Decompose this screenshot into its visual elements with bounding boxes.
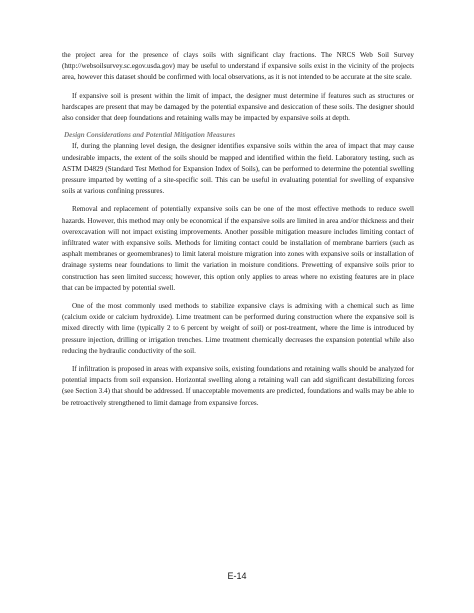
document-body: [62, 50, 414, 409]
paragraph-planning-design: If, during the planning level design, the designer identifies expansive soils within the area of impact that may cause undesirable impacts, the extent of the soils should be mapped and identified within the field. Laboratory testing, such as ASTM D4829 (Standard Test Method for Expansion Index of Soils), can be performed to determine the potential swelling pressure imparted by wetting of a site-specific soil. This can be useful in evaluating potential for swelling of expansive soils at various confining pressures.: [62, 142, 414, 196]
paragraph-continuation: the project area for the presence of clays soils with significant clay fractions. The NRCS Web Soil Survey (http://websoilsurvey.sc.egov.usda.gov) may be useful to understand if expansive soils exist in the vicinity of the projects area, however this dataset should be confirmed with local observations, as it is not intended to be accurate at the site scale.: [62, 51, 414, 82]
section-heading: Design Considerations and Potential Mitigation Measures: [64, 131, 236, 140]
paragraph-expansive-soil-limit: If expansive soil is present within the limit of impact, the designer must determine if features such as structures or hardscapes are present that may be damaged by the potential expansive and desiccation of these soils. The designer should also consider that deep foundations and retaining walls may be impacted by expansive soils at depth.: [62, 91, 414, 123]
page-number: E-14: [227, 571, 247, 581]
paragraph-removal-replacement: Removal and replacement of potentially expansive soils can be one of the most effective methods to reduce swell hazards. However, this method may only be economical if the expansive soils are limited in area and/or thickness and their overexcavation will not impact existing improvements. Another possible mitigation measure includes limiting contact of infiltrated water with expansive soils. Methods for limiting contact could be installation of membrane barriers (such as asphalt membranes or geomembranes) to limit lateral moisture migration into zones with expansive soils or installation of drainage systems near foundations to limit the variation in moisture conditions. Prewetting of expansive soils prior to construction has seen limited success; however, this option only applies to areas where no existing features are in place that can be impacted by potential swell.: [62, 205, 414, 292]
paragraph-infiltration-foundations: If infiltration is proposed in areas with expansive soils, existing foundations and retaining walls should be analyzed for potential impacts from soil expansion. Horizontal swelling along a retaining wall can add significant destabilizing forces (see Section 3.4) that should be addressed. If unacceptable movements are predicted, foundations and walls may be able to be retroactively strengthened to limit damage from expansive forces.: [62, 365, 414, 407]
paragraph-lime-stabilization: One of the most commonly used methods to stabilize expansive clays is admixing with a chemical such as lime (calcium oxide or calcium hydroxide). Lime treatment can be performed during construction where the expansive soil is mixed directly with lime (typically 2 to 6 percent by weight of soil) or post-treatment, where the lime is introduced by pressure injection, drilling or irrigation trenches. Lime treatment chemically decreases the expansion potential while also reducing the hydraulic conductivity of the soil.: [62, 302, 414, 355]
